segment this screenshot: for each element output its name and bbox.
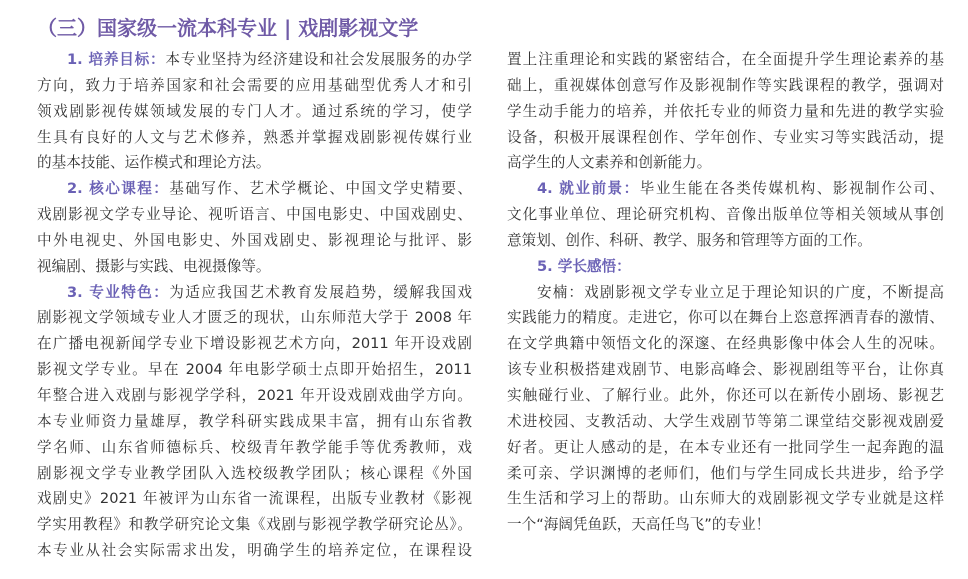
senior-reflection-paragraph (507, 254, 944, 538)
paragraph-line: 的基本技能、运作模式和理论方法。 (37, 154, 271, 172)
features-continued-paragraph (507, 47, 944, 176)
line-text: 毕业生能在各类传媒机构、影视制作公司、 (639, 180, 944, 198)
training-goal-heading: 1. 培养目标： (67, 51, 166, 68)
paragraph-line: 该专业积极搭建戏剧节、电影高峰会、影视剧组等平台，让你真 (507, 361, 944, 379)
paragraph-line: 础上，重视媒体创意写作及影视制作等实践课程的教学，强调对 (507, 76, 944, 94)
paragraph-line: 在广播电视新闻学专业下增设影视艺术方向，2011 年开设戏剧 (37, 335, 472, 353)
employment-heading: 4. 就业前景： (537, 180, 640, 198)
core-courses-heading: 2. 核心课程： (67, 180, 170, 198)
paragraph-line (37, 280, 472, 306)
paragraph-line: 文化事业单位、理论研究机构、音像出版单位等相关领域从事创 (507, 206, 944, 224)
paragraph-line: 在文学典籍中领悟文化的深邃、在经典影像中体会人生的况味。 (507, 335, 944, 353)
core-courses-paragraph (37, 176, 472, 279)
training-goal-paragraph (37, 47, 472, 176)
features-heading: 3. 专业特色： (67, 283, 170, 301)
paragraph-line: 柔可亲、学识渊博的老师们，他们与学生同成长共进步，给予学 (507, 464, 944, 482)
paragraph-line: 意策划、创作、科研、教学、服务和管理等方面的工作。 (507, 231, 872, 249)
paragraph-line: 实践能力的精度。走进它，你可以在舞台上恣意挥洒青春的激情、 (507, 309, 944, 327)
paragraph-line (37, 47, 472, 73)
paragraph-line: 一个“海阔凭鱼跃，天高任鸟飞”的专业！ (507, 516, 771, 534)
paragraph-line: 本专业从社会实际需求出发，明确学生的培养定位，在课程设 (37, 542, 472, 560)
section-title: （三）国家级一流本科专业 | 戏剧影视文学 (37, 16, 419, 40)
left-column (37, 47, 472, 564)
paragraph-line: 本专业师资力量雄厚，教学科研实践成果丰富，拥有山东省教 (37, 412, 472, 430)
paragraph-line: 术进校园、支教活动、大学生戏剧节等第二课堂结交影视戏剧爱 (507, 412, 944, 430)
right-column (507, 47, 944, 538)
paragraph-line: 生具有良好的人文与艺术修养，熟悉并掌握戏剧影视传媒行业 (37, 128, 472, 146)
features-paragraph (37, 280, 472, 564)
employment-paragraph (507, 176, 944, 254)
paragraph-line: 影视文学专业。早在 2004 年电影学硕士点即开始招生，2011 (37, 361, 472, 379)
paragraph-line: 学生动手能力的培养，并依托专业的师资力量和先进的教学实验 (507, 102, 944, 120)
paragraph-line: 学实用教程》和教学研究论文集《戏剧与影视学教学研究论丛》。 (37, 516, 472, 534)
paragraph-line: 实触碰行业、了解行业。此外，你还可以在新传小剧场、影视艺 (507, 386, 944, 404)
line-text: 为适应我国艺术教育发展趋势，缓解我国戏 (169, 283, 472, 301)
paragraph-line: 学名师、山东省师德标兵、校级青年教学能手等优秀教师，戏 (37, 438, 472, 456)
paragraph-line: 戏剧影视文学专业导论、视听语言、中国电影史、中国戏剧史、 (37, 206, 472, 224)
paragraph-line: 剧影视文学专业教学团队入选校级教学团队；核心课程《外国 (37, 464, 472, 482)
paragraph-line: 领戏剧影视传媒领域发展的专门人才。通过系统的学习，使学 (37, 102, 472, 120)
paragraph-line (507, 254, 944, 280)
line-text: 本专业坚持为经济建设和社会发展服务的办学 (165, 51, 472, 68)
paragraph-line (37, 176, 472, 202)
paragraph-line (507, 176, 944, 202)
paragraph-line: 戏剧史》2021 年被评为山东省一流课程，出版专业教材《影视 (37, 490, 472, 508)
paragraph-line: 置上注重理论和实践的紧密结合，在全面提升学生理论素养的基 (507, 51, 944, 68)
paragraph-line: 好者。更让人感动的是，在本专业还有一批同学生一起奔跑的温 (507, 438, 944, 456)
paragraph-line: 视编剧、摄影与实践、电视摄像等。 (37, 257, 271, 275)
paragraph-line: 中外电视史、外国电影史、外国戏剧史、影视理论与批评、影 (37, 231, 472, 249)
paragraph-line: 剧影视文学领域专业人才匮乏的现状，山东师范大学于 2008 年 (37, 309, 472, 327)
paragraph-line: 方向，致力于培养国家和社会需要的应用基础型优秀人才和引 (37, 76, 472, 94)
paragraph-line: 安楠：戏剧影视文学专业立足于理论知识的广度，不断提高 (537, 283, 944, 301)
paragraph-line: 高学生的人文素养和创新能力。 (507, 154, 712, 172)
paragraph-line: 设备，积极开展课程创作、学年创作、专业实习等实践活动，提 (507, 128, 944, 146)
senior-reflection-heading: 5. 学长感悟： (537, 257, 631, 275)
paragraph-line: 年整合进入戏剧与影视学学科，2021 年开设戏剧戏曲学方向。 (37, 386, 472, 404)
line-text: 基础写作、艺术学概论、中国文学史精要、 (169, 180, 472, 198)
paragraph-line: 生生活和学习上的帮助。山东师大的戏剧影视文学专业就是这样 (507, 490, 944, 508)
